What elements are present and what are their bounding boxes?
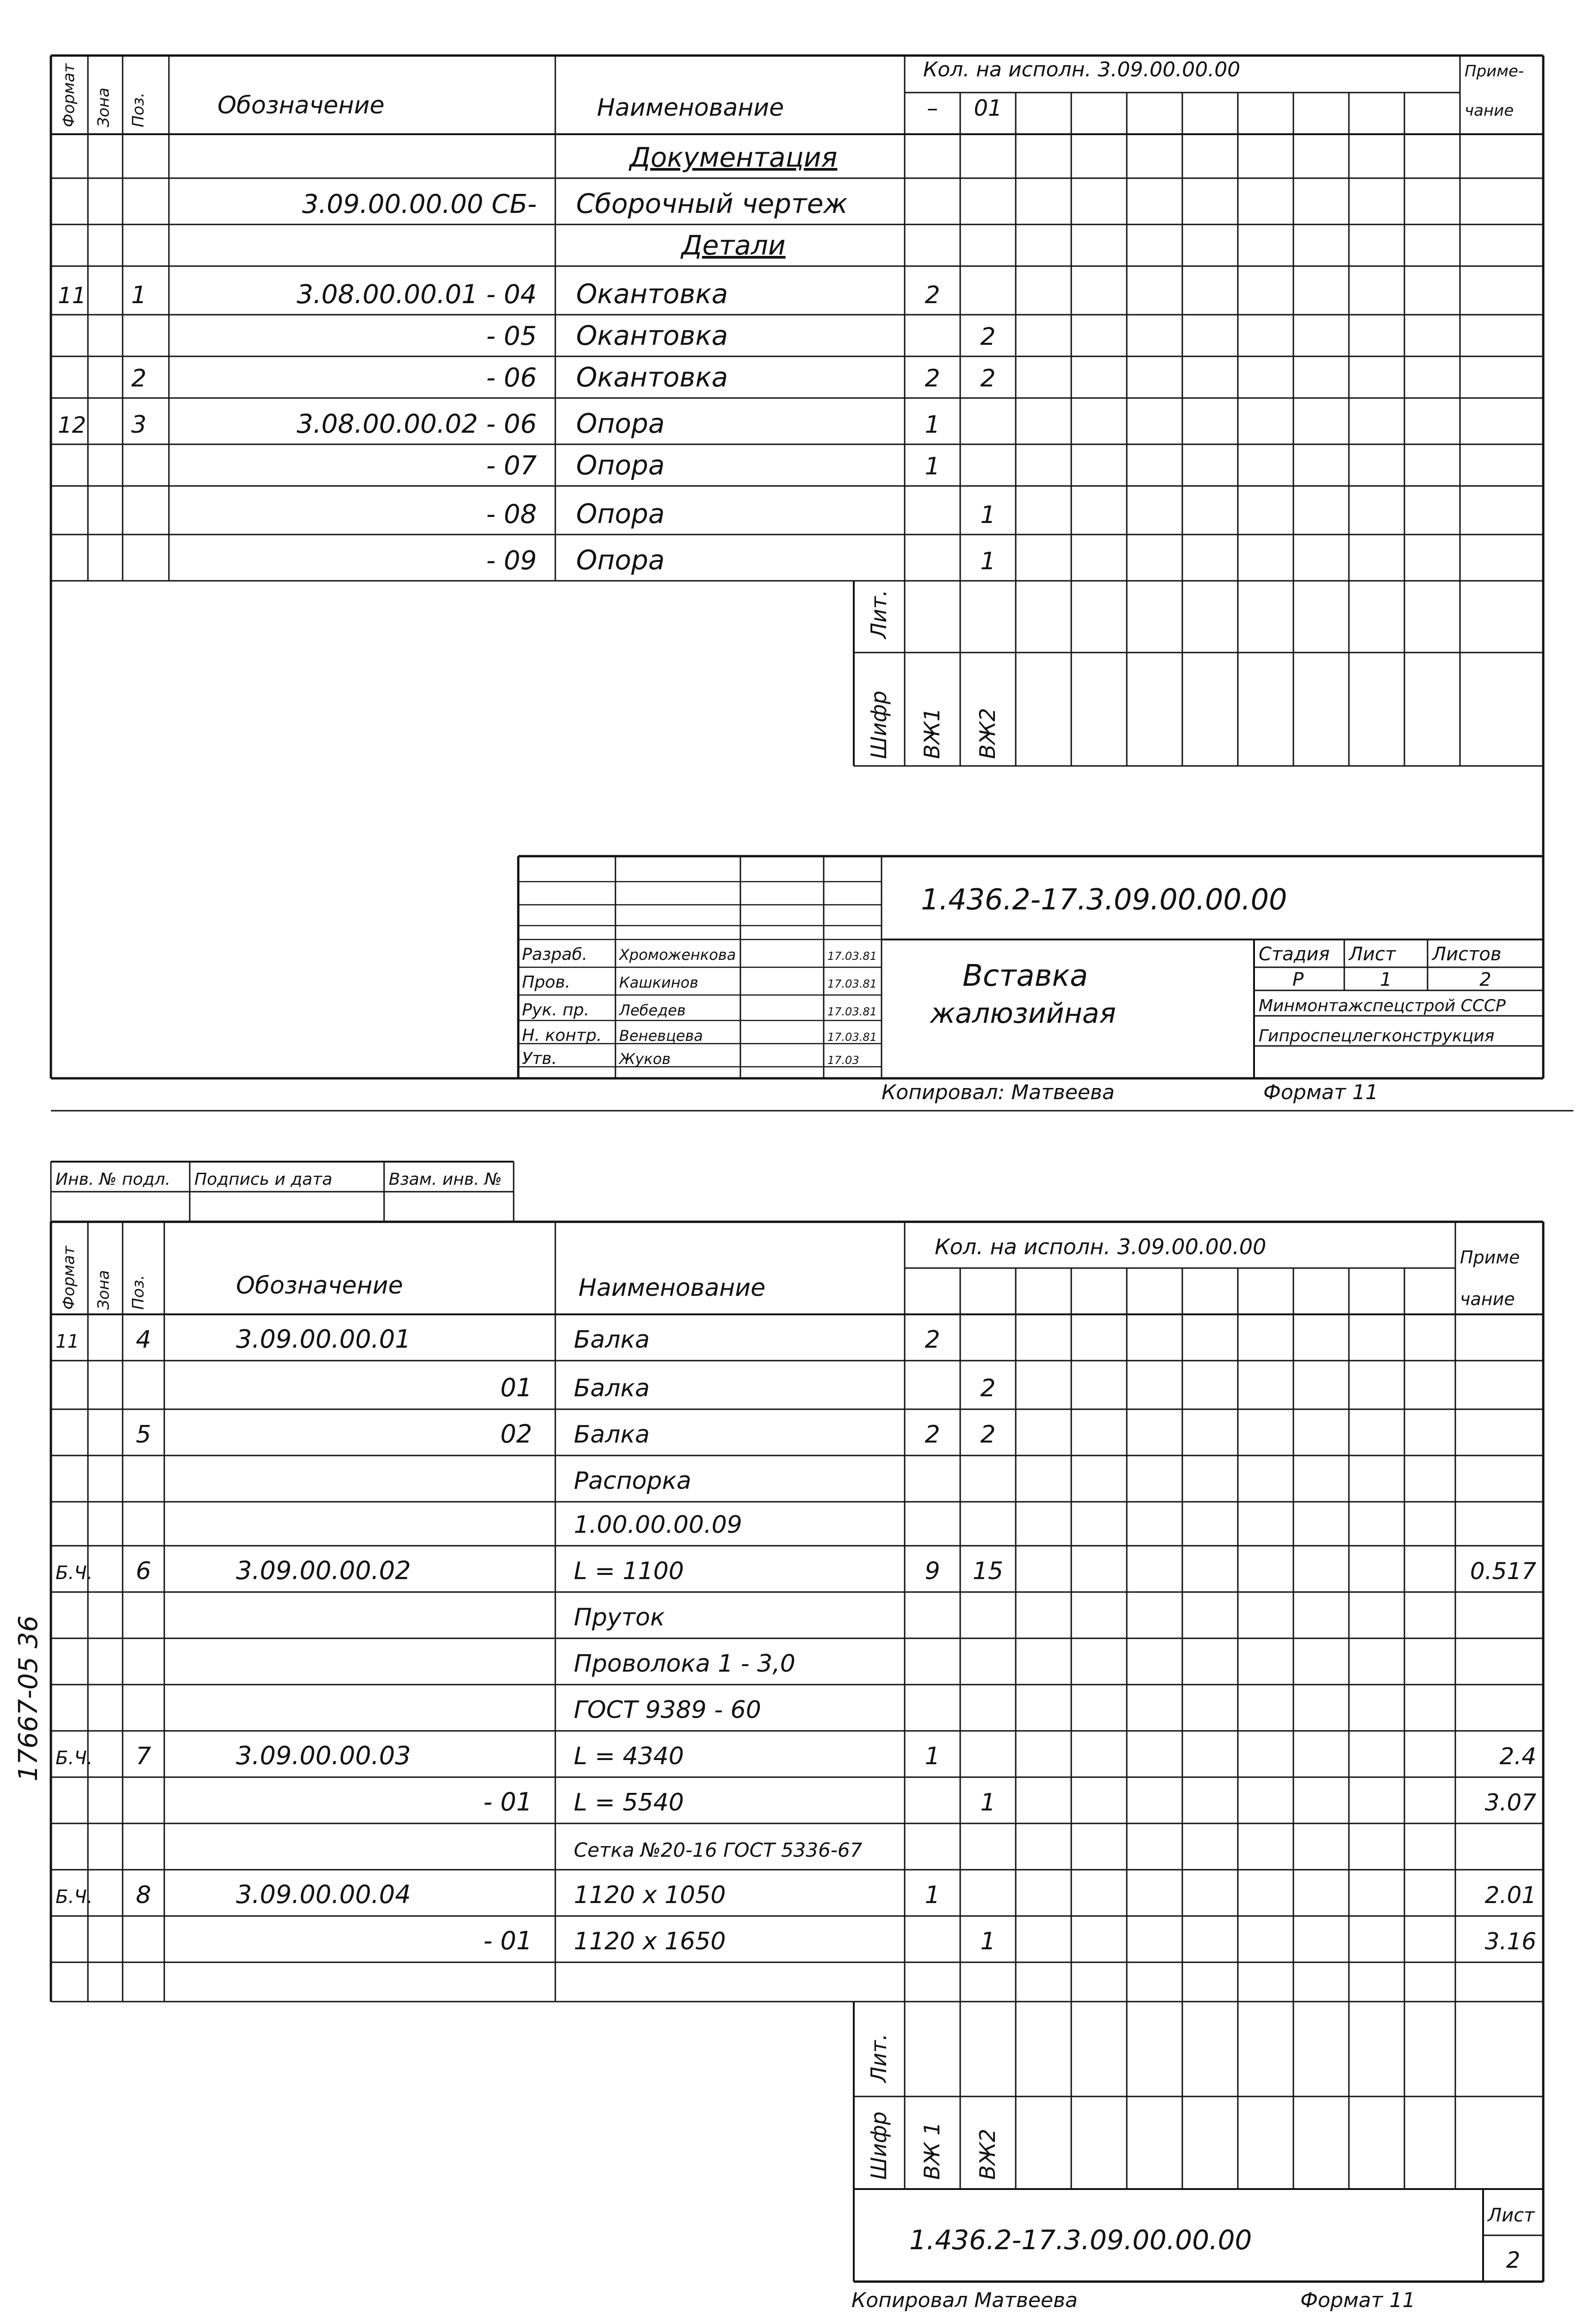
col-header-pos: Поз.	[129, 92, 148, 127]
row-format: Б.Ч.	[56, 1886, 93, 1908]
row-pos: 1	[131, 281, 147, 309]
row-designation: - 07	[486, 451, 537, 481]
sheet-header: Лист	[1488, 2205, 1535, 2226]
row-qty: 1	[980, 547, 996, 575]
col-header-zone: Зона	[94, 1270, 113, 1310]
row-designation: - 09	[486, 546, 537, 576]
row-qty: 1	[925, 411, 940, 439]
row-designation: 3.09.00.00.00 СБ-	[302, 189, 537, 219]
staff-date: 17.03	[827, 1054, 859, 1067]
row-name: Пруток	[574, 1604, 665, 1631]
col-header-name: Наименование	[578, 1274, 766, 1302]
row-qty: 2	[980, 323, 996, 351]
sheet-value: 2	[1506, 2247, 1521, 2273]
row-format: 11	[58, 283, 87, 309]
staff-name: Жуков	[619, 1050, 671, 1068]
row-note: 3.07	[1484, 1789, 1536, 1816]
col-header-designation: Обозначение	[217, 92, 385, 119]
row-designation: - 05	[486, 321, 537, 351]
col-header-note: чание	[1465, 101, 1514, 120]
row-name: 1120 x 1050	[574, 1881, 726, 1909]
stamp-label: Инв. № подл.	[56, 1170, 171, 1189]
sheets-value: 2	[1479, 969, 1491, 990]
row-note: 2.4	[1499, 1743, 1536, 1770]
row-format: 11	[56, 1331, 79, 1352]
stamp-label: Подпись и дата	[194, 1170, 333, 1189]
row-name: Сборочный чертеж	[576, 188, 848, 219]
row-qty: 1	[980, 501, 996, 529]
staff-name: Кашкинов	[619, 974, 699, 991]
section-heading: Детали	[681, 230, 786, 261]
row-designation: 02	[500, 1419, 532, 1449]
staff-role: Разраб.	[522, 945, 588, 964]
col-header-format: Формат	[60, 1246, 78, 1310]
stage-header: Стадия	[1259, 944, 1330, 965]
row-qty: 1	[980, 1928, 996, 1955]
row-name: Сетка №20-16 ГОСТ 5336-67	[574, 1839, 863, 1861]
row-format: 12	[58, 412, 87, 438]
col-header-qty: Кол. на исполн. 3.09.00.00.00	[923, 58, 1241, 81]
doc-title: Вставка	[963, 959, 1088, 993]
row-name: L = 1100	[574, 1557, 684, 1585]
staff-name: Веневцева	[619, 1027, 703, 1045]
stage-value: Р	[1292, 969, 1304, 990]
row-pos: 8	[136, 1881, 151, 1909]
row-designation: - 01	[483, 1787, 532, 1816]
row-designation: - 08	[486, 499, 537, 529]
row-qty: 2	[980, 365, 996, 392]
copied-by: Копировал: Матвеева	[882, 1081, 1115, 1104]
row-designation: - 01	[483, 1926, 532, 1955]
row-qty: 1	[925, 453, 940, 480]
exec-variant: 01	[974, 95, 1002, 121]
cipher-label: Шифр	[866, 690, 891, 759]
staff-date: 17.03.81	[827, 1005, 877, 1018]
row-name: Балка	[574, 1326, 650, 1354]
row-name: L = 5540	[574, 1789, 684, 1816]
doc-code: 1.436.2-17.3.09.00.00.00	[909, 2224, 1252, 2256]
org-name: Гипроспецлегконструкция	[1259, 1026, 1495, 1045]
staff-role: Пров.	[522, 973, 571, 992]
row-note: 2.01	[1484, 1882, 1536, 1909]
row-note: 0.517	[1470, 1558, 1536, 1585]
row-qty: 2	[980, 1375, 996, 1402]
sheets-header: Листов	[1432, 944, 1502, 965]
staff-name: Хроможенкова	[619, 946, 736, 964]
doc-code: 1.436.2-17.3.09.00.00.00	[921, 883, 1287, 916]
staff-role: Н. контр.	[522, 1026, 602, 1045]
row-name: Опора	[576, 408, 665, 439]
col-header-note: Приме	[1460, 1247, 1520, 1268]
row-qty: 2	[980, 1421, 996, 1449]
staff-date: 17.03.81	[827, 977, 877, 990]
staff-date: 17.03.81	[827, 1031, 877, 1044]
row-qty: 1	[925, 1742, 940, 1770]
row-qty: 1	[980, 1789, 996, 1816]
row-name: Окантовка	[576, 320, 728, 351]
row-designation: 01	[500, 1373, 532, 1402]
col-header-note: Приме-	[1465, 62, 1524, 81]
stamp-label: Взам. инв. №	[389, 1170, 502, 1189]
row-format: Б.Ч.	[56, 1562, 93, 1584]
cipher-value: ВЖ2	[975, 2128, 1000, 2180]
col-header-qty: Кол. на исполн. 3.09.00.00.00	[935, 1234, 1267, 1259]
format-label: Формат 11	[1300, 2289, 1416, 2312]
table-lines	[51, 56, 1573, 2282]
table-texts	[13, 58, 1536, 2312]
section-heading: Документация	[629, 142, 838, 173]
row-pos: 3	[131, 411, 147, 439]
row-name: Окантовка	[576, 361, 728, 393]
row-designation: - 06	[486, 363, 537, 393]
col-header-zone: Зона	[94, 87, 113, 127]
row-qty: 2	[925, 365, 940, 392]
org-name: Минмонтажспецстрой СССР	[1259, 996, 1506, 1015]
cipher-value: ВЖ1	[919, 708, 944, 759]
row-pos: 4	[136, 1326, 151, 1354]
staff-role: Рук. пр.	[522, 1001, 590, 1020]
row-name: L = 4340	[574, 1742, 684, 1770]
format-label: Формат 11	[1263, 1081, 1379, 1104]
row-qty: 2	[925, 1326, 940, 1354]
col-header-pos: Поз.	[129, 1275, 148, 1310]
row-name: Окантовка	[576, 278, 728, 310]
row-name: Опора	[576, 498, 665, 529]
cipher-value: ВЖ2	[975, 708, 1000, 759]
row-name: 1.00.00.00.09	[574, 1511, 742, 1539]
row-name: ГОСТ 9389 - 60	[574, 1696, 761, 1724]
row-name: 1120 x 1650	[574, 1928, 726, 1955]
doc-title: жалюзийная	[930, 997, 1116, 1030]
row-designation: 3.08.00.00.02 - 06	[297, 409, 537, 439]
row-designation: 3.09.00.00.02	[236, 1556, 411, 1585]
row-pos: 5	[136, 1421, 151, 1449]
staff-role: Утв.	[522, 1049, 557, 1068]
row-designation: 3.09.00.00.03	[236, 1741, 411, 1770]
row-pos: 7	[136, 1742, 151, 1770]
row-qty: 2	[925, 281, 940, 309]
exec-variant: –	[927, 95, 938, 121]
lit-label: Лит.	[866, 2034, 891, 2083]
lit-label: Лит.	[866, 590, 891, 639]
row-pos: 2	[131, 365, 147, 392]
col-header-format: Формат	[60, 63, 78, 127]
staff-date: 17.03.81	[827, 950, 877, 963]
cipher-value: ВЖ 1	[919, 2122, 944, 2180]
sheet-header: Лист	[1349, 944, 1396, 965]
sheet-value: 1	[1380, 969, 1392, 990]
row-qty: 9	[925, 1557, 940, 1585]
row-designation: 3.09.00.00.04	[236, 1880, 411, 1909]
row-qty: 1	[925, 1881, 940, 1909]
row-name: Распорка	[574, 1467, 691, 1495]
side-mark: 17667-05 36	[13, 1615, 43, 1782]
row-qty: 2	[925, 1421, 940, 1449]
col-header-name: Наименование	[597, 94, 784, 122]
col-header-note: чание	[1460, 1289, 1515, 1309]
row-name: Балка	[574, 1375, 650, 1402]
row-qty: 15	[972, 1557, 1004, 1585]
row-name: Балка	[574, 1421, 650, 1449]
copied-by: Копировал Матвеева	[851, 2289, 1078, 2312]
row-name: Опора	[576, 449, 665, 481]
row-name: Опора	[576, 544, 665, 576]
row-name: Проволока 1 - 3,0	[574, 1650, 795, 1678]
row-format: Б.Ч.	[56, 1748, 93, 1769]
row-designation: 3.08.00.00.01 - 04	[297, 280, 537, 310]
row-designation: 3.09.00.00.01	[236, 1325, 411, 1354]
row-note: 3.16	[1484, 1928, 1536, 1955]
row-pos: 6	[136, 1557, 151, 1585]
cipher-label: Шифр	[866, 2111, 891, 2180]
col-header-designation: Обозначение	[236, 1272, 403, 1300]
staff-name: Лебедев	[619, 1001, 686, 1019]
